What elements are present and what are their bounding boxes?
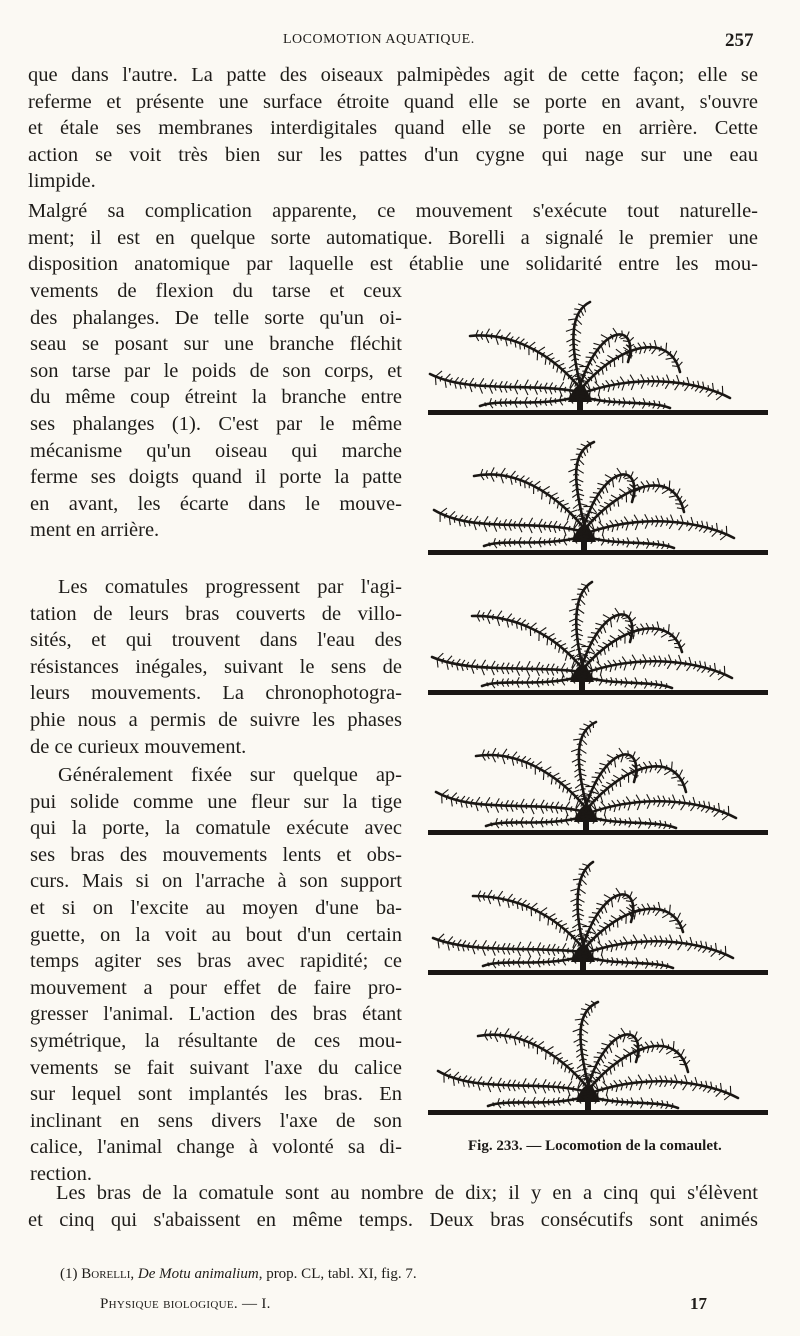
paragraph-palmipedes [28,62,758,195]
comatule-frame [428,862,768,975]
text-line: leurs mouvements. La chronophotogra- [30,682,402,705]
text-line: rection. [30,1162,93,1185]
footnote-reference: , prop. CL, tabl. XI, fig. 7. [258,1266,417,1282]
paragraph-borelli [28,198,758,278]
text-line: vements de flexion du tarse et ceux [30,280,402,302]
comatule-frame [428,441,768,555]
comatule-frame [428,721,768,835]
text-line: guette, on la voit au bout d'un certain [30,923,402,946]
footnote-marker: (1) [60,1266,82,1282]
text-line: et étale ses membranes interdigitales quand elle se porte en arrière. Cette [28,117,758,140]
footnote-author: Borelli [81,1266,131,1282]
running-title: LOCOMOTION AQUATIQUE. [283,32,475,47]
text-line: sur lequel sont implantés les bras. En [30,1083,402,1106]
paragraph-borelli-continued [30,278,402,544]
text-line: pui solide comme une fleur sur la tige [30,790,402,813]
text-line: mouvement a pour effet de faire pro- [30,976,402,999]
page-header [0,30,800,54]
text-line: résistances inégales, suivant le sens de [30,655,402,678]
comatule-frame [428,582,768,695]
footer-signature: 17 [690,1294,707,1313]
paragraph-bras [28,1180,758,1233]
footnote-work: De Motu animalium [137,1266,259,1282]
text-line: inclinant en sens divers l'axe de son [30,1109,402,1132]
figure-caption: Fig. 233. — Locomotion de la comaulet. [468,1138,722,1154]
paragraph-generalement [30,762,402,1188]
text-line: referme et présente une surface étroite quand elle se porte en avant, s'ouvre [28,90,758,113]
text-line: Les bras de la comatule sont au nombre de dix; il y en a cinq qui s'élèvent [56,1182,758,1204]
text-line: ment en arrière. [30,519,160,542]
text-line: ses bras des mouvements lents et obs- [30,843,402,866]
text-line: temps agiter ses bras avec rapidité; ce [30,950,402,973]
text-line: Généralement fixée sur quelque ap- [58,764,402,786]
text-line: sités, et qui trouvent dans l'eau des [30,629,402,652]
footer-book-title: Physique biologique. — I. [100,1296,271,1312]
text-line: Les comatules progressent par l'agi- [58,576,402,598]
text-line: et cinq qui s'abaissent en même temps. Deux bras consécutifs sont animés [28,1208,758,1231]
text-line: ferme ses doigts quand il porte la patte [30,466,402,489]
text-line: ment; il est en quelque sorte automatique. Borelli a signalé le premier une [28,226,758,249]
text-line: calice, l'animal change à volonté sa di- [30,1136,402,1159]
text-line: action se voit très bien sur les pattes d'un cygne qui nage sur une eau [28,143,758,166]
text-line: des phalanges. De telle sorte qu'un oi- [30,306,402,329]
text-line: et si on l'excite au moyen d'une ba- [30,896,402,919]
text-line: du même coup étreint la branche entre [30,386,402,409]
text-line: tation de leurs bras couverts de villo- [30,602,402,625]
text-line: en avant, les écarte dans le mouve- [30,492,402,515]
text-line: vements se fait suivant l'axe du calice [30,1056,402,1079]
text-line: symétrique, la résultante de ces mou- [30,1029,402,1052]
text-line: curs. Mais si on l'arrache à son support [30,870,402,893]
page-number: 257 [725,30,754,51]
comatule-locomotion-figure [420,296,776,1126]
text-line: qui la porte, la comatule exécute avec [30,817,402,840]
paragraph-comatules [30,574,402,760]
text-line: Malgré sa complication apparente, ce mouvement s'exécute tout naturelle- [28,200,758,222]
text-line: limpide. [28,170,96,193]
text-line: seau se posant sur une branche fléchit [30,333,402,356]
text-line: phie nous a permis de suivre les phases [30,708,402,731]
text-line: disposition anatomique par laquelle est établie une solidarité entre les mou- [28,253,758,276]
text-line: ses phalanges (1). C'est par le même [30,412,402,435]
text-line: de ce curieux mouvement. [30,735,247,758]
footnote: (1) Borelli, De Motu animalium, prop. CL, tabl. XI, fig. 7. [60,1266,417,1282]
text-line: mécanisme qu'un oiseau qui marche [30,439,402,462]
comatule-frame [428,302,768,415]
comatule-frame [428,1001,768,1115]
text-line: son tarse par le poids de son corps, et [30,359,402,382]
text-line: que dans l'autre. La patte des oiseaux palmipèdes agit de cette façon; elle se [28,64,758,86]
text-line: gresser l'animal. L'action des bras étant [30,1003,402,1026]
